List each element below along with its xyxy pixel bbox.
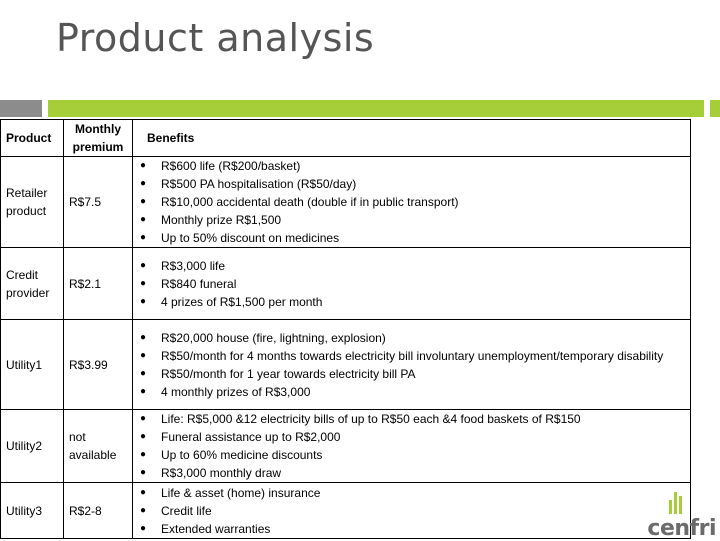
cell-product: Credit provider [1, 248, 64, 320]
bullet-icon: ● [139, 385, 147, 397]
cell-benefits [133, 248, 691, 320]
cell-benefits [133, 483, 691, 539]
list-item [133, 446, 690, 464]
bullet-icon: ● [139, 413, 147, 424]
cell-product: Retailer product [1, 157, 64, 248]
cell-benefits [133, 410, 691, 483]
header-monthly-premium: Monthly premium [64, 120, 133, 157]
cell-premium: R$7.5 [64, 157, 133, 248]
benefit-text: Funeral assistance up to R$2,000 [161, 430, 341, 444]
benefit-text: R$10,000 accidental death (double if in public transport) [161, 195, 459, 209]
benefits-list [133, 329, 690, 401]
benefit-text: R$3,000 monthly draw [161, 466, 282, 480]
benefits-list [133, 257, 690, 311]
benefit-text: 4 prizes of R$1,500 per month [161, 294, 323, 309]
bullet-icon: ● [139, 196, 147, 207]
cell-benefits [133, 157, 691, 248]
cell-benefits [133, 320, 691, 410]
bullet-icon: ● [139, 504, 147, 516]
header-benefits: Benefits [133, 120, 691, 157]
list-item [133, 410, 690, 428]
cell-product: Utility2 [1, 410, 64, 483]
page-title: Product analysis [56, 16, 375, 60]
list-item [133, 275, 690, 293]
cenfri-leaf-icon [665, 490, 691, 518]
cell-product: Utility1 [1, 320, 64, 410]
product-table [0, 119, 691, 539]
benefits-list [133, 484, 690, 538]
header-bar-grey [0, 100, 42, 117]
table-row [1, 157, 691, 248]
list-item [133, 157, 690, 175]
benefit-text: R$50/month for 1 year towards electricity bill PA [161, 366, 416, 381]
list-item [133, 293, 690, 311]
bullet-icon: ● [139, 277, 147, 289]
bullet-icon: ● [139, 449, 147, 460]
bullet-icon: ● [139, 232, 147, 243]
cell-premium: R$2.1 [64, 248, 133, 320]
benefit-text: R$840 funeral [161, 276, 237, 291]
list-item [133, 229, 690, 247]
list-item [133, 193, 690, 211]
benefit-text: R$600 life (R$200/basket) [161, 159, 301, 173]
benefit-text: Up to 50% discount on medicines [161, 231, 340, 245]
list-item [133, 211, 690, 229]
cell-product: Utility3 [1, 483, 64, 539]
table-row [1, 320, 691, 410]
list-item [133, 383, 690, 401]
bullet-icon: ● [139, 160, 147, 171]
bullet-icon: ● [139, 522, 147, 534]
benefit-text: Monthly prize R$1,500 [161, 213, 282, 227]
bullet-icon: ● [139, 178, 147, 189]
benefit-text: Life & asset (home) insurance [161, 485, 321, 500]
header-bar-green-end [710, 100, 720, 117]
bullet-icon: ● [139, 367, 147, 379]
list-item [133, 428, 690, 446]
list-item [133, 484, 690, 502]
table-row [1, 483, 691, 539]
bullet-icon: ● [139, 467, 147, 478]
benefit-text: R$3,000 life [161, 258, 226, 273]
list-item [133, 502, 690, 520]
benefit-text: Extended warranties [161, 521, 271, 536]
benefit-text: R$50/month for 4 months towards electricity bill involuntary unemployment/temporary disability [161, 348, 664, 363]
logo-text: cenfri [647, 516, 716, 541]
benefit-text: R$20,000 house (fire, lightning, explosion) [161, 330, 386, 345]
bullet-icon: ● [139, 214, 147, 225]
list-item [133, 257, 690, 275]
list-item [133, 464, 690, 482]
header-bar-green [48, 100, 704, 117]
header-product: Product [1, 120, 64, 157]
bullet-icon: ● [139, 331, 147, 343]
benefit-text: R$500 PA hospitalisation (R$50/day) [161, 177, 357, 191]
bullet-icon: ● [139, 349, 147, 361]
bullet-icon: ● [139, 259, 147, 271]
cell-premium: R$3.99 [64, 320, 133, 410]
list-item [133, 365, 690, 383]
table-header-row [1, 120, 691, 157]
cenfri-logo [647, 516, 716, 540]
benefits-list [133, 410, 690, 482]
benefit-text: Up to 60% medicine discounts [161, 448, 323, 462]
bullet-icon: ● [139, 486, 147, 498]
table-row [1, 248, 691, 320]
list-item [133, 175, 690, 193]
list-item [133, 347, 690, 365]
benefit-text: Life: R$5,000 &12 electricity bills of up to R$50 each &4 food baskets of R$150 [161, 412, 581, 426]
bullet-icon: ● [139, 295, 147, 307]
cell-premium: not available [64, 410, 133, 483]
benefit-text: 4 monthly prizes of R$3,000 [161, 384, 311, 399]
benefit-text: Credit life [161, 503, 212, 518]
list-item [133, 329, 690, 347]
table-row [1, 410, 691, 483]
cell-premium: R$2-8 [64, 483, 133, 539]
list-item [133, 520, 690, 538]
bullet-icon: ● [139, 431, 147, 442]
benefits-list [133, 157, 690, 247]
